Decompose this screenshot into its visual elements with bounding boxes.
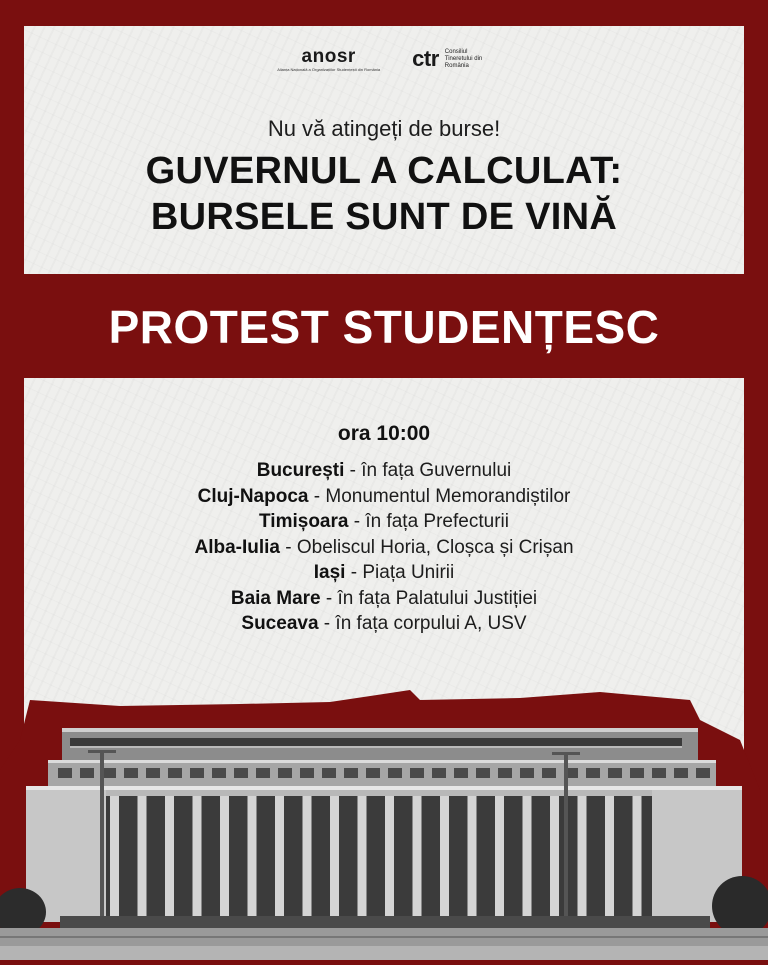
location-city: Baia Mare [230, 587, 321, 609]
location-city: Timișoara [259, 511, 349, 532]
building-window [410, 768, 424, 778]
building-window [190, 768, 204, 778]
building-window [432, 768, 446, 778]
building-window [696, 768, 710, 778]
building-window [234, 768, 248, 778]
building-window [278, 768, 292, 778]
list-item [24, 484, 744, 510]
building-window [256, 768, 270, 778]
ctr-logo [412, 46, 491, 72]
ctr-logo-wordmark: ctr [412, 46, 439, 71]
building-column [468, 796, 477, 916]
building-window [366, 768, 380, 778]
poster-headline [24, 148, 744, 240]
building-window [322, 768, 336, 778]
building-window [630, 768, 644, 778]
location-place: - în fața corpului A, USV [318, 613, 527, 634]
poster-subtitle: Nu vă atingeți de burse! [267, 116, 501, 141]
location-place: - în fața Guvernului [344, 460, 512, 481]
headline-line-2: BURSELE SUNT DE VINĂ [150, 196, 618, 238]
building-window [542, 768, 556, 778]
partner-logos [24, 46, 744, 72]
list-item [24, 509, 744, 535]
location-city: Suceava [241, 613, 319, 634]
header-panel [24, 26, 744, 274]
list-item [24, 560, 744, 586]
building-window [102, 768, 116, 778]
headline-line-1: GUVERNUL A CALCULAT: [145, 150, 623, 192]
building-window [80, 768, 94, 778]
building-window [476, 768, 490, 778]
building-window [58, 768, 72, 778]
building-column [495, 796, 504, 916]
building-column [385, 796, 394, 916]
building-column [248, 796, 257, 916]
building-column [523, 796, 532, 916]
location-place: - în fața Palatului Justiției [320, 587, 538, 609]
building-column [358, 796, 367, 916]
ctr-logo-tagline: Consiliul Tineretului din România [444, 48, 483, 69]
building-column [330, 796, 339, 916]
building-column [550, 796, 559, 916]
list-item [24, 458, 744, 484]
location-city: Iași [313, 562, 346, 583]
anosr-logo-tagline: Alianța Națională a Organizațiilor Studențești din România [277, 66, 381, 72]
building-window [124, 768, 138, 778]
building-column [165, 796, 174, 916]
location-place: - Obeliscul Horia, Cloșca și Crișan [279, 536, 574, 558]
government-building-image [0, 680, 768, 960]
building-window [454, 768, 468, 778]
building-column [605, 796, 614, 916]
building-column [303, 796, 312, 916]
location-place: - Monumentul Memorandiștilor [308, 485, 571, 507]
building-window [498, 768, 512, 778]
building-column [275, 796, 284, 916]
list-item [24, 586, 744, 612]
building-column [193, 796, 202, 916]
building-window [520, 768, 534, 778]
building-window [388, 768, 402, 778]
building-column [440, 796, 449, 916]
building-window [652, 768, 666, 778]
building-column [138, 796, 147, 916]
building-column [220, 796, 229, 916]
location-place: - în fața Prefecturii [348, 511, 509, 532]
building-column [110, 796, 119, 916]
building-column [413, 796, 422, 916]
list-item [24, 611, 744, 637]
building-window [212, 768, 226, 778]
anosr-logo [277, 47, 380, 72]
location-city: Cluj-Napoca [197, 485, 309, 507]
building-window [344, 768, 358, 778]
locations-list [24, 458, 744, 637]
event-time: ora 10:00 [337, 422, 431, 445]
building-illustration [0, 680, 768, 960]
building-window [586, 768, 600, 778]
protest-banner: PROTEST STUDENȚESC [108, 301, 660, 353]
building-window [674, 768, 688, 778]
building-column [633, 796, 642, 916]
building-column [578, 796, 587, 916]
list-item [24, 535, 744, 561]
building-window [300, 768, 314, 778]
location-place: - Piața Unirii [345, 562, 455, 583]
building-window [146, 768, 160, 778]
anosr-logo-wordmark: anosr [301, 45, 356, 67]
location-city: Alba-Iulia [194, 536, 280, 558]
building-window [168, 768, 182, 778]
building-window [608, 768, 622, 778]
location-city: București [256, 460, 345, 481]
